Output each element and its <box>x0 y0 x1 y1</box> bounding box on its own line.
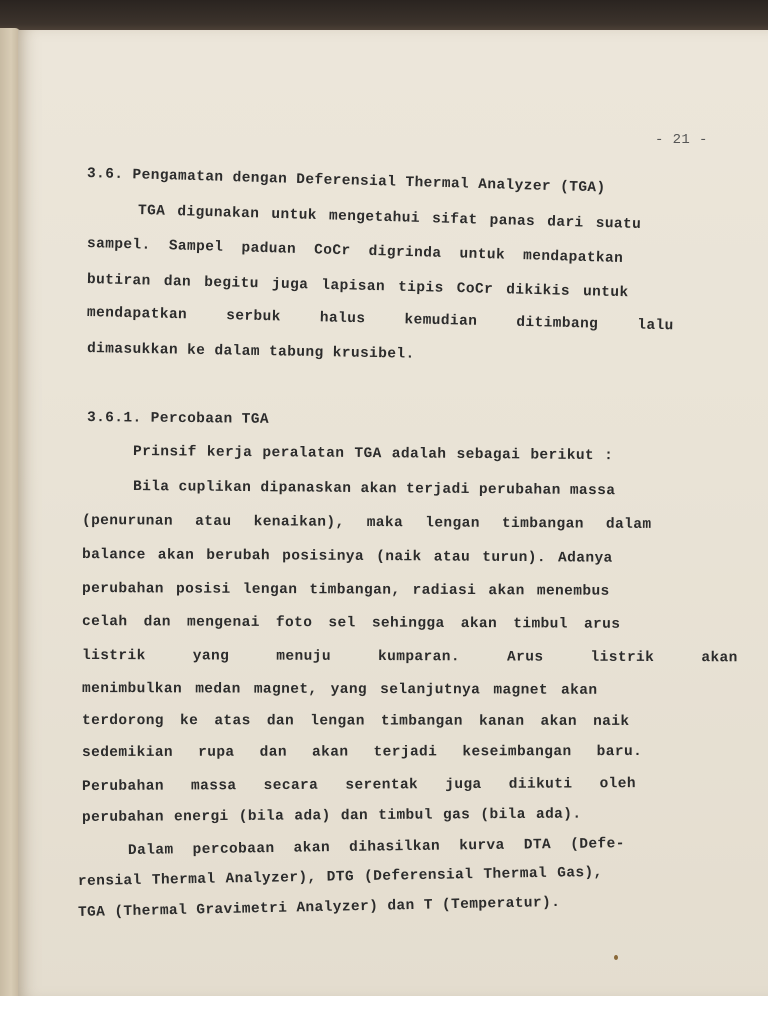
paragraph-line: balance akan berubah posisinya (naik atau turun). Adanya <box>81 547 613 567</box>
section-heading: 3.6. Pengamatan dengan Deferensial Thermal Analyzer (TGA) <box>86 166 606 197</box>
page-number: - 21 - <box>655 132 708 148</box>
ink-spot <box>614 955 618 960</box>
paragraph-line: TGA (Thermal Gravimetri Analyzer) dan T (Temperatur). <box>77 894 561 921</box>
paragraph-line: menimbulkan medan magnet, yang selanjutnya magnet akan <box>81 681 598 699</box>
paragraph-line: Bila cuplikan dipanaskan akan terjadi perubahan massa <box>132 479 616 500</box>
background-dark <box>0 0 768 34</box>
paragraph-line: mendapatkan serbuk halus kemudian ditimbang lalu <box>86 305 674 335</box>
paragraph-line: dimasukkan ke dalam tabung krusibel. <box>86 341 415 363</box>
paragraph-line: Perubahan massa secara serentak juga diikuti oleh <box>81 776 637 795</box>
paragraph-line: terdorong ke atas dan lengan timbangan kanan akan naik <box>81 713 630 730</box>
paragraph-line: butiran dan begitu juga lapisan tipis CoCr dikikis untuk <box>86 272 629 302</box>
paragraph-line: TGA digunakan untuk mengetahui sifat panas dari suatu <box>137 203 642 234</box>
paragraph-line: perubahan energi (bila ada) dan timbul gas (bila ada). <box>81 806 582 826</box>
paragraph-line: sedemikian rupa dan akan terjadi keseimbangan baru. <box>81 744 643 761</box>
paragraph-line: perubahan posisi lengan timbangan, radiasi akan menembus <box>81 581 610 600</box>
paragraph-line: (penurunan atau kenaikan), maka lengan timbangan dalam <box>81 513 652 533</box>
paragraph-line: celah dan mengenai foto sel sehingga akan timbul arus <box>81 614 621 633</box>
paragraph-line: Prinsif kerja peralatan TGA adalah sebagai berikut : <box>132 444 614 465</box>
paragraph-line: sampel. Sampel paduan CoCr digrinda untuk mendapatkan <box>86 236 624 267</box>
paragraph-line: rensial Thermal Analyzer), DTG (Deferensial Thermal Gas), <box>77 864 603 890</box>
bottom-margin <box>0 996 768 1024</box>
subsection-heading: 3.6.1. Percobaan TGA <box>86 410 270 428</box>
paragraph-line: Dalam percobaan akan dihasilkan kurva DTA (Defe- <box>127 836 625 859</box>
paragraph-line: listrik yang menuju kumparan. Arus listrik akan <box>81 648 738 667</box>
